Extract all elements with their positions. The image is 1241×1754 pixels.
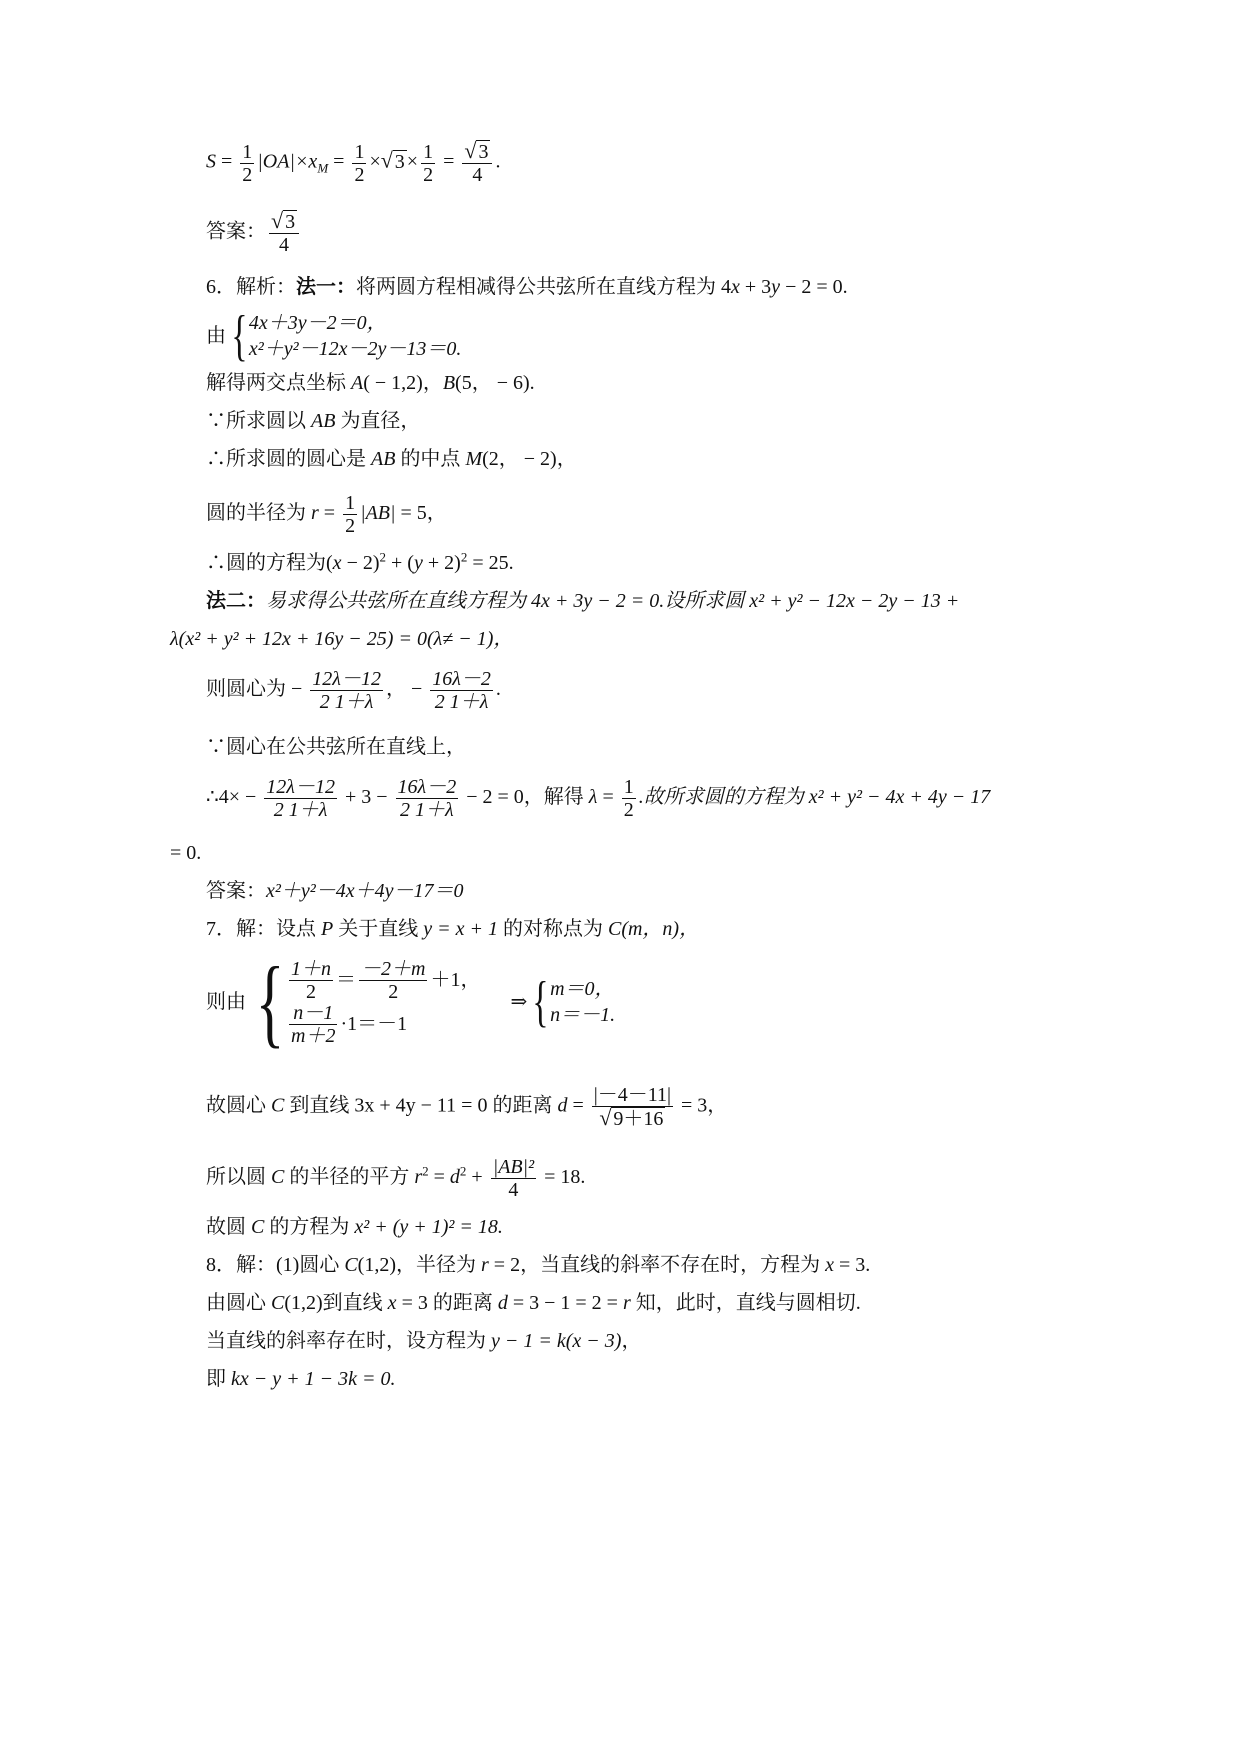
fraction: $\frac{√ 3}{4}$: [462, 140, 492, 186]
problem-8-tangent: 由圆心 C(1,2)到直线 x = 3 的距离 d = 3 − 1 = 2 = r 知，此时，直线与圆相切.: [206, 1292, 861, 1314]
system-7: 则由{ $\frac{1+n}{2}$ ＝ $\frac{-2+m}{2}$ ＋1， $\frac{n-1}{m+2}$ ·1＝－1 ⇒{ m＝0， n＝－1.: [206, 946, 616, 1057]
method-2-line-1: 法二：易求得公共弦所在直线方程为 4x + 3y − 2 = 0.设所求圆 x² + y² − 12x − 2y − 13 +: [206, 590, 960, 612]
radius-squared: 所以圆 C 的半径的平方 $r^2 = d^2$ + $\frac{\text{|AB|²}}{4}$ = 18.: [206, 1156, 586, 1201]
brace: {: [532, 971, 549, 1033]
area-formula: S = $\frac{1}{2}$ $|OA|\times x_M$ = $\frac{1}{2}$ ×√ 3 × $\frac{1}{2}$ = $\frac{√ 3}{4}$ .: [206, 138, 501, 186]
fraction: $\frac{1}{2}$: [354, 140, 365, 186]
fraction: $\frac{√ 3}{4}$: [269, 210, 299, 256]
equals-zero: = 0.: [170, 842, 202, 864]
since-center-on-line: ∵圆心在公共弦所在直线上，: [206, 736, 466, 758]
problem-6-intro: 6．解析：法一：将两圆方程相减得公共弦所在直线方程为 4x + 3y − 2 = 0.: [206, 276, 848, 298]
system-6: 由{ 4x＋3y－2＝0， x²＋y²－12x－2y－13＝0.: [206, 305, 462, 367]
solve-lambda: ∴4× − $\frac{12\lambda-12}{2 1+\lambda}$ + 3 − $\frac{16\lambda-2}{2 1+\lambda}$ − 2 = 0，解得 λ = $\frac{1}{2}$ .故所求圆的方程为 x² + y² − 4x + 4y − 17: [206, 776, 991, 821]
since-diameter: ∵所求圆以 AB 为直径，: [206, 410, 421, 432]
sqrt-sign: √: [380, 147, 393, 173]
problem-8-intro: 8．解：(1)圆心 C(1,2)，半径为 r = 2，当直线的斜率不存在时，方程为 x = 3.: [206, 1254, 871, 1276]
brace: {: [255, 946, 285, 1057]
answer-1: 答案： $\frac{√ 3}{4}$: [206, 210, 302, 256]
fraction: $\frac{1}{2}$: [423, 140, 434, 186]
circle-equation-7: 故圆 C 的方程为 x² + (y + 1)² = 18.: [206, 1216, 503, 1238]
circle-equation-6: ∴圆的方程为$(x - 2)^2 + (y + 2)^2 = 25$.: [206, 549, 514, 574]
circle-center-expression: 则圆心为 − $\frac{12\lambda-12}{2 1+\lambda}$ ， − $\frac{16\lambda-2}{2 1+\lambda}$ .: [206, 668, 501, 713]
center-midpoint: ∴所求圆的圆心是 AB 的中点 M(2， − 2)，: [206, 448, 577, 470]
problem-8-slope: 当直线的斜率存在时，设方程为 y − 1 = k(x − 3)，: [206, 1330, 642, 1352]
distance-line: 故圆心 C 到直线 3x + 4y − 11 = 0 的距离 d = $\frac{|-4-11|}{√ 9+16}$ = 3，: [206, 1084, 728, 1130]
problem-7-intro: 7．解：设点 P 关于直线 y = x + 1 的对称点为 C(m，n)，: [206, 918, 700, 940]
intersection-points: 解得两交点坐标 A( − 1,2)，B(5， − 6).: [206, 372, 535, 394]
answer-2: 答案：x²＋y²－4x＋4y－17＝0: [206, 880, 464, 902]
method-2-line-2: λ(x² + y² + 12x + 16y − 25) = 0(λ≠ − 1)，: [170, 628, 514, 650]
brace: {: [231, 305, 248, 367]
radius-line: 圆的半径为 r = $\frac{1}{2}$ |AB| = 5，: [206, 492, 447, 537]
fraction: $\frac{1}{2}$: [242, 140, 253, 186]
problem-8-general-form: 即 kx − y + 1 − 3k = 0.: [206, 1368, 396, 1390]
